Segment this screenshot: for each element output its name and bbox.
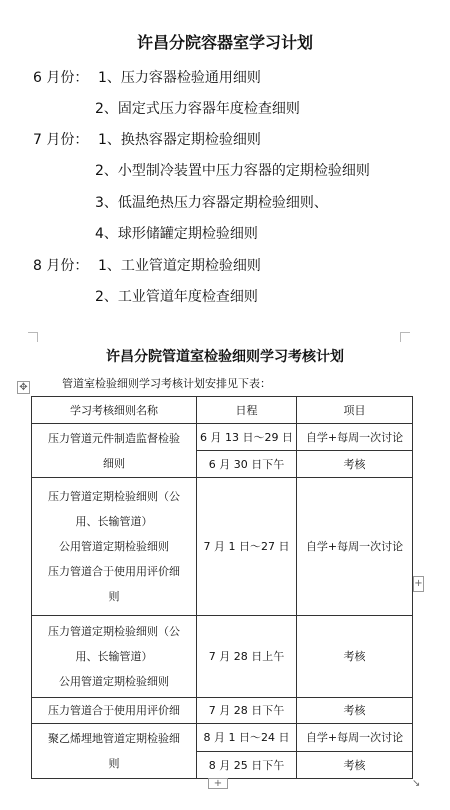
table-cell[interactable]: 6 月 30 日下午 (197, 451, 297, 478)
plan-item: 1、工业管道定期检验细则 (98, 258, 261, 274)
intro-text: 管道室检验细则学习考核计划安排见下表： (62, 377, 271, 390)
table-cell[interactable]: 考核 (297, 451, 413, 478)
margin-corner-mark (28, 332, 38, 342)
table-cell[interactable]: 7 月 28 日下午 (197, 698, 297, 724)
table-move-handle-icon[interactable]: ✥ (17, 381, 30, 394)
table-cell[interactable]: 自学+每周一次讨论 (297, 724, 413, 752)
table-cell[interactable]: 考核 (297, 752, 413, 779)
table-cell[interactable]: 7 月 28 日上午 (197, 616, 297, 698)
table-cell[interactable]: 考核 (297, 616, 413, 698)
table-cell[interactable]: 8 月 1 日～24 日 (197, 724, 297, 752)
table-cell[interactable]: 压力管道合于使用用评价细 (32, 698, 197, 724)
plan-item: 3、低温绝热压力容器定期检验细则、 (95, 195, 328, 211)
month-label-july: 7 月份： (33, 132, 89, 148)
month-label-june: 6 月份： (33, 70, 89, 86)
table-cell[interactable]: 7 月 1 日～27 日 (197, 478, 297, 616)
resize-table-icon[interactable]: ↘ (412, 778, 421, 789)
table-cell[interactable]: 8 月 25 日下午 (197, 752, 297, 779)
add-column-icon[interactable]: + (413, 576, 424, 592)
page-title: 许昌分院容器室学习计划 (136, 33, 313, 52)
table-cell[interactable]: 自学+每周一次讨论 (297, 424, 413, 451)
table-cell[interactable]: 压力管道定期检验细则（公 用、长输管道） 公用管道定期检验细则 压力管道合于使用用评价细 则 (32, 478, 197, 616)
table-cell[interactable]: 压力管道元件制造监督检验 细则 (32, 424, 197, 478)
header-date: 日程 (197, 397, 297, 424)
table-cell[interactable]: 考核 (297, 698, 413, 724)
table-cell[interactable]: 自学+每周一次讨论 (297, 478, 413, 616)
header-item: 项目 (297, 397, 413, 424)
header-name: 学习考核细则名称 (32, 397, 197, 424)
table-cell[interactable]: 聚乙烯埋地管道定期检验细 则 (32, 724, 197, 779)
add-row-icon[interactable]: + (208, 778, 228, 789)
section-title: 许昌分院管道室检验细则学习考核计划 (106, 349, 344, 365)
plan-item: 2、工业管道年度检查细则 (95, 289, 258, 305)
margin-corner-mark (400, 332, 410, 342)
plan-item: 2、固定式压力容器年度检查细则 (95, 101, 300, 117)
table-cell[interactable]: 压力管道定期检验细则（公 用、长输管道） 公用管道定期检验细则 (32, 616, 197, 698)
table-cell[interactable]: 6 月 13 日～29 日 (197, 424, 297, 451)
plan-item: 1、压力容器检验通用细则 (98, 70, 261, 86)
schedule-table (31, 396, 413, 779)
plan-item: 1、换热容器定期检验细则 (98, 132, 261, 148)
month-label-august: 8 月份： (33, 258, 89, 274)
plan-item: 2、小型制冷装置中压力容器的定期检验细则 (95, 163, 370, 179)
plan-item: 4、球形储罐定期检验细则 (95, 226, 258, 242)
